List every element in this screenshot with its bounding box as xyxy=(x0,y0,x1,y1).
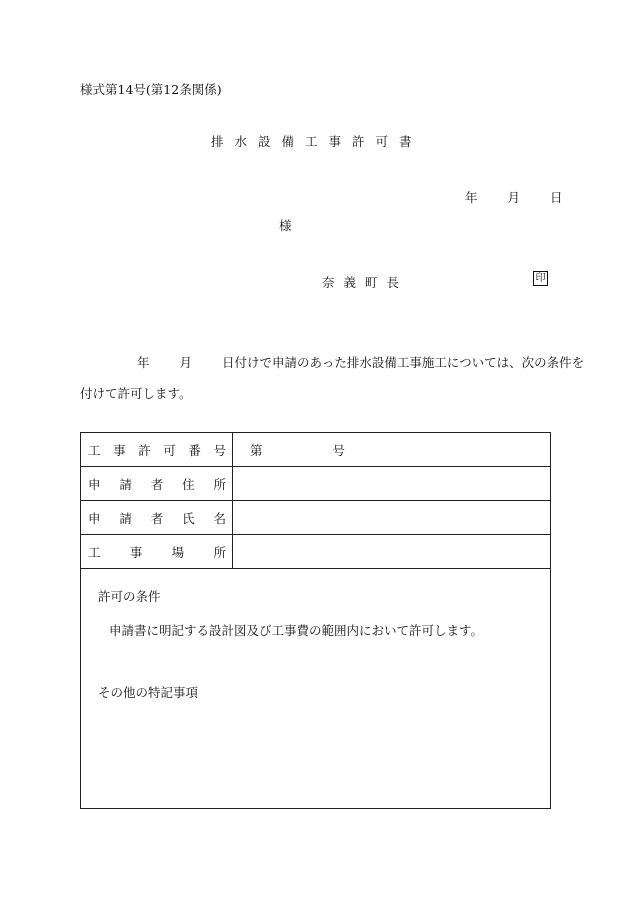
table-row-permit-number xyxy=(81,433,551,467)
permit-number-suffix: 号 xyxy=(332,442,346,458)
body-month-label: 月 xyxy=(179,355,193,370)
body-text-line-1 xyxy=(137,353,584,371)
date-month-label: 月 xyxy=(507,190,521,205)
applicant-address-field[interactable] xyxy=(233,467,551,501)
special-notes-heading: その他の特記事項 xyxy=(98,685,199,700)
permit-number-prefix: 第 xyxy=(250,442,263,458)
permit-form-table xyxy=(80,432,551,809)
body-year-label: 年 xyxy=(137,355,150,370)
recipient-suffix: 様 xyxy=(279,218,292,233)
table-row-applicant-address xyxy=(81,467,551,501)
applicant-address-label: 申 請 者 住 所 xyxy=(81,467,233,501)
document-title: 排水設備工事許可書 xyxy=(211,134,423,149)
seal-mark: 印 xyxy=(533,271,548,286)
work-site-field[interactable] xyxy=(233,535,551,569)
table-row-conditions xyxy=(81,569,551,809)
body-text-line-2: 付けて許可します。 xyxy=(80,386,192,401)
conditions-text: 申請書に明記する設計図及び工事費の範囲内において許可します。 xyxy=(109,623,484,638)
applicant-name-label: 申 請 者 氏 名 xyxy=(81,501,233,535)
table-row-work-site xyxy=(81,535,551,569)
date-day-label: 日 xyxy=(550,190,563,205)
table-row-applicant-name xyxy=(81,501,551,535)
issue-date xyxy=(465,188,563,206)
applicant-name-field[interactable] xyxy=(233,501,551,535)
issuer-name: 奈義町長 xyxy=(322,275,409,290)
body-text-rest: 日付けで申請のあった排水設備工事施工については、次の条件を xyxy=(222,355,585,370)
date-year-label: 年 xyxy=(465,190,478,205)
permit-number-field[interactable] xyxy=(233,433,551,467)
form-number: 様式第14号(第12条関係) xyxy=(80,82,222,97)
permit-number-label: 工 事 許 可 番 号 xyxy=(81,433,233,467)
work-site-label: 工 事 場 所 xyxy=(81,535,233,569)
conditions-heading: 許可の条件 xyxy=(98,589,161,604)
conditions-cell xyxy=(81,569,551,809)
